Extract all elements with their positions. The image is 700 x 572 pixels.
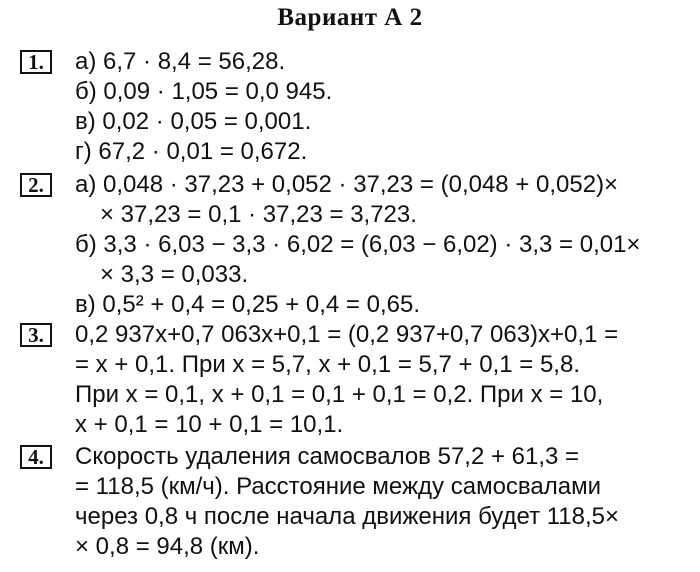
page-title: Вариант А 2 (277, 4, 423, 31)
problem-2-number-box: 2. (20, 173, 52, 197)
problem-3-number-box: 3. (20, 323, 52, 347)
problem-3-line-3: При x = 0,1, x + 0,1 = 0,1 + 0,1 = 0,2. При x = 10, (75, 381, 604, 408)
problem-3-line-4: x + 0,1 = 10 + 0,1 = 10,1. (75, 411, 344, 438)
problem-1-number-box: 1. (20, 50, 52, 74)
problem-4-line-1: Скорость удаления самосвалов 57,2 + 61,3 = (75, 443, 580, 470)
problem-3-line-2: = x + 0,1. При x = 5,7, x + 0,1 = 5,7 + 0,1 = 5,8. (75, 351, 580, 378)
problem-4-number-box: 4. (20, 445, 52, 469)
problem-1-line-b: б) 0,09 · 1,05 = 0,0 945. (75, 78, 333, 105)
problem-1-line-c: в) 0,02 · 0,05 = 0,001. (75, 108, 312, 135)
problem-2-line-a-cont: × 37,23 = 0,1 · 37,23 = 3,723. (100, 201, 417, 228)
problem-2-line-a: а) 0,048 · 37,23 + 0,052 · 37,23 = (0,048 + 0,052)× (75, 171, 619, 198)
problem-3-line-1: 0,2 937x+0,7 063x+0,1 = (0,2 937+0,7 063)x+0,1 = (75, 321, 619, 348)
problem-4-line-3: через 0,8 ч после начала движения будет 118,5× (75, 503, 620, 530)
problem-2-line-b: б) 3,3 · 6,03 − 3,3 · 6,02 = (6,03 − 6,02) · 3,3 = 0,01× (75, 231, 641, 258)
problem-4-line-4: × 0,8 = 94,8 (км). (75, 533, 260, 560)
problem-1-line-d: г) 67,2 · 0,01 = 0,672. (75, 138, 308, 165)
problem-1-line-a: а) 6,7 · 8,4 = 56,28. (75, 48, 286, 75)
problem-4-line-2: = 118,5 (км/ч). Расстояние между самосвалами (75, 473, 602, 500)
problem-2-line-c: в) 0,5² + 0,4 = 0,25 + 0,4 = 0,65. (75, 291, 420, 318)
problem-2-line-b-cont: × 3,3 = 0,033. (100, 261, 249, 288)
